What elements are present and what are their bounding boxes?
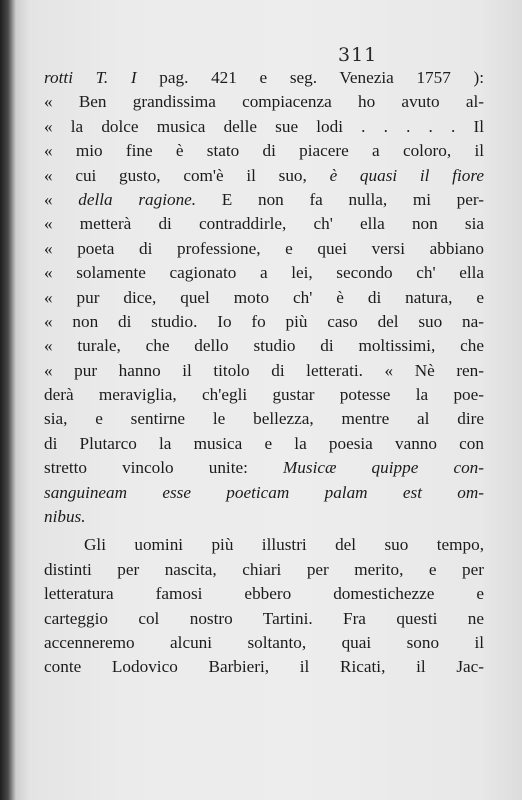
text-line xyxy=(44,261,484,285)
italic-text: rotti T. I xyxy=(44,68,137,87)
italic-text: è quasi il fiore xyxy=(329,165,484,185)
text-line xyxy=(44,383,484,407)
text-segment: stretto vincolo unite: xyxy=(44,458,283,478)
text-segment: « non di studio. Io fo più caso del suo na- xyxy=(44,311,484,331)
text-segment: « cui gusto, com'è il suo, xyxy=(44,165,330,185)
text-line xyxy=(44,212,484,236)
text-segment: pag. 421 e seg. Venezia 1757 ): xyxy=(136,68,484,87)
text-segment: « Ben grandissima compiacenza ho avuto al- xyxy=(44,92,484,112)
text-line xyxy=(44,481,484,505)
text-segment: E non fa nulla, mi per- xyxy=(196,189,484,209)
text-segment: « la dolce musica delle sue lodi . . . . . Il xyxy=(44,116,484,136)
italic-text: Musicæ quippe con- xyxy=(282,458,484,478)
text-segment: « metterà di contraddirle, ch' ella non sia xyxy=(44,214,484,234)
text-segment: « solamente cagionato a lei, secondo ch' ella xyxy=(44,263,484,283)
text-line xyxy=(44,558,484,582)
text-segment: distinti per nascita, chiari per merito, e per xyxy=(44,559,484,579)
text-line xyxy=(44,631,484,655)
text-line xyxy=(44,237,484,261)
text-line xyxy=(44,407,484,431)
text-line xyxy=(44,139,484,163)
text-segment: derà meraviglia, ch'egli gustar potesse la poe- xyxy=(44,385,484,405)
text-segment: sia, e sentirne le bellezza, mentre al dire xyxy=(44,409,484,429)
text-line xyxy=(44,188,484,212)
italic-text: sanguineam esse poeticam palam est om- xyxy=(44,482,484,502)
text-line xyxy=(44,359,484,383)
text-segment: « poeta di professione, e quei versi abbiano xyxy=(44,238,484,258)
text-line xyxy=(44,432,484,456)
text-segment: letteratura famosi ebbero domestichezze e xyxy=(44,584,484,604)
text-line xyxy=(44,286,484,310)
text-segment: « pur dice, quel moto ch' è di natura, e xyxy=(44,287,484,307)
text-line xyxy=(44,456,484,480)
text-line xyxy=(44,505,484,529)
text-segment: accenneremo alcuni soltanto, quai sono il xyxy=(44,632,484,652)
text-segment: « mio fine è stato di piacere a coloro, il xyxy=(44,141,484,161)
text-segment: « turale, che dello studio di moltissimi, che xyxy=(44,336,484,356)
text-line xyxy=(44,582,484,606)
body-text xyxy=(44,66,484,680)
text-segment: conte Lodovico Barbieri, il Ricati, il Jac- xyxy=(44,657,484,677)
text-line xyxy=(44,310,484,334)
text-line xyxy=(44,66,484,90)
text-segment: Gli uomini più illustri del suo tempo, xyxy=(84,535,484,555)
text-line xyxy=(44,655,484,679)
text-line xyxy=(44,115,484,139)
text-segment: « pur hanno il titolo di letterati. « Nè ren- xyxy=(44,360,484,380)
text-line xyxy=(44,90,484,114)
italic-text: della ragione. xyxy=(78,189,197,209)
text-line xyxy=(44,164,484,188)
text-line xyxy=(44,334,484,358)
text-segment: di Plutarco la musica e la poesia vanno con xyxy=(44,433,484,453)
text-line xyxy=(44,533,484,557)
text-segment: « xyxy=(44,189,79,209)
text-line xyxy=(44,607,484,631)
text-segment: carteggio col nostro Tartini. Fra questi ne xyxy=(44,608,484,628)
page-number: 311 xyxy=(338,44,378,66)
italic-text: nibus. xyxy=(44,507,86,527)
